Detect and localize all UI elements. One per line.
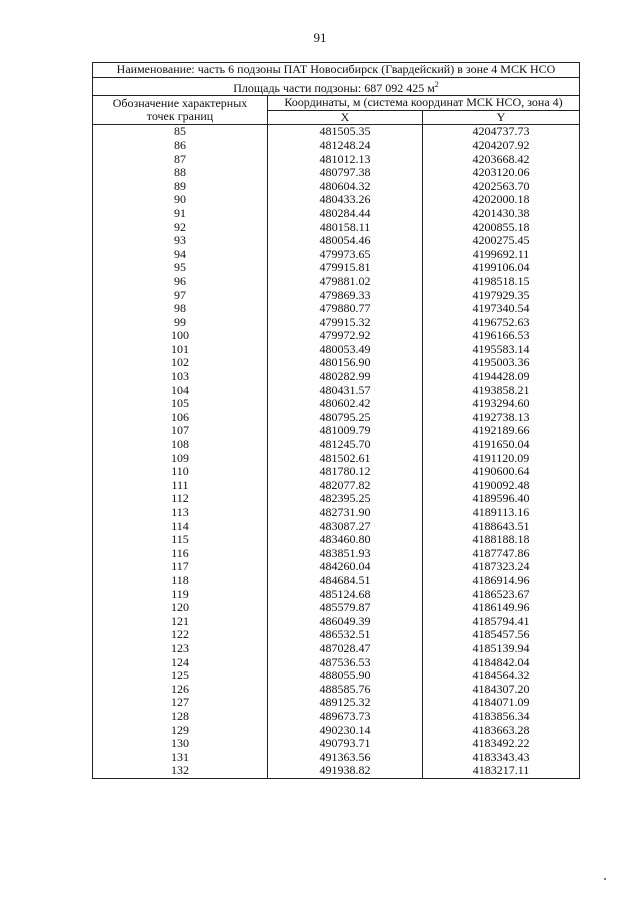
- y-coordinate-cell: 4183217.11: [423, 764, 580, 778]
- point-number-cell: 102: [93, 356, 268, 370]
- area-text: Площадь части подзоны: 687 092 425 м: [233, 80, 435, 95]
- y-coordinate-cell: 4186149.96: [423, 601, 580, 615]
- table-row: [93, 193, 580, 207]
- point-number-cell: 103: [93, 370, 268, 384]
- table-row: [93, 724, 580, 738]
- table-row: [93, 316, 580, 330]
- table-row: [93, 397, 580, 411]
- x-coordinate-cell: 482731.90: [268, 506, 423, 520]
- y-coordinate-cell: 4203120.06: [423, 166, 580, 180]
- point-number-cell: 123: [93, 642, 268, 656]
- table-row: [93, 356, 580, 370]
- y-coordinate-cell: 4190092.48: [423, 479, 580, 493]
- point-number-cell: 109: [93, 452, 268, 466]
- point-number-cell: 87: [93, 153, 268, 167]
- table-row: [93, 153, 580, 167]
- table-row: [93, 207, 580, 221]
- table-name: Наименование: часть 6 подзоны ПАТ Новосибирск (Гвардейский) в зоне 4 МСК НСО: [93, 63, 580, 78]
- y-coordinate-cell: 4192189.66: [423, 424, 580, 438]
- table-row: [93, 370, 580, 384]
- y-coordinate-cell: 4185457.56: [423, 628, 580, 642]
- x-coordinate-cell: 484684.51: [268, 574, 423, 588]
- x-coordinate-cell: 481505.35: [268, 125, 423, 139]
- point-number-cell: 89: [93, 180, 268, 194]
- y-coordinate-cell: 4183492.22: [423, 737, 580, 751]
- point-number-cell: 119: [93, 588, 268, 602]
- y-coordinate-cell: 4200855.18: [423, 221, 580, 235]
- y-coordinate-cell: 4184564.32: [423, 669, 580, 683]
- x-coordinate-cell: 479972.92: [268, 329, 423, 343]
- y-header: Y: [423, 110, 580, 125]
- table-area: [93, 77, 580, 96]
- table-row: [93, 683, 580, 697]
- table-row: [93, 452, 580, 466]
- x-coordinate-cell: 483851.93: [268, 547, 423, 561]
- point-number-cell: 85: [93, 125, 268, 139]
- y-coordinate-cell: 4204207.92: [423, 139, 580, 153]
- x-coordinate-cell: 481009.79: [268, 424, 423, 438]
- y-coordinate-cell: 4191120.09: [423, 452, 580, 466]
- x-coordinate-cell: 481502.61: [268, 452, 423, 466]
- table-row: [93, 560, 580, 574]
- y-coordinate-cell: 4202563.70: [423, 180, 580, 194]
- point-number-cell: 131: [93, 751, 268, 765]
- points-header-line-2: точек границ: [146, 109, 214, 124]
- table-row: [93, 221, 580, 235]
- table-row: [93, 329, 580, 343]
- point-number-cell: 113: [93, 506, 268, 520]
- point-number-cell: 118: [93, 574, 268, 588]
- y-coordinate-cell: 4189596.40: [423, 492, 580, 506]
- y-coordinate-cell: 4203668.42: [423, 153, 580, 167]
- table-row: [93, 479, 580, 493]
- x-coordinate-cell: 479881.02: [268, 275, 423, 289]
- x-coordinate-cell: 490230.14: [268, 724, 423, 738]
- y-coordinate-cell: 4202000.18: [423, 193, 580, 207]
- points-column-header: [93, 96, 268, 125]
- point-number-cell: 104: [93, 384, 268, 398]
- table-row: [93, 669, 580, 683]
- table-row: [93, 751, 580, 765]
- x-coordinate-cell: 488585.76: [268, 683, 423, 697]
- y-coordinate-cell: 4189113.16: [423, 506, 580, 520]
- table-row: [93, 275, 580, 289]
- table-row: [93, 737, 580, 751]
- point-number-cell: 128: [93, 710, 268, 724]
- table-row: [93, 533, 580, 547]
- table-row: [93, 764, 580, 778]
- point-number-cell: 96: [93, 275, 268, 289]
- x-coordinate-cell: 487028.47: [268, 642, 423, 656]
- x-coordinate-cell: 491363.56: [268, 751, 423, 765]
- x-coordinate-cell: 479915.32: [268, 316, 423, 330]
- x-coordinate-cell: 480282.99: [268, 370, 423, 384]
- y-coordinate-cell: 4200275.45: [423, 234, 580, 248]
- table-row: [93, 384, 580, 398]
- x-header: X: [268, 110, 423, 125]
- point-number-cell: 98: [93, 302, 268, 316]
- y-coordinate-cell: 4195583.14: [423, 343, 580, 357]
- y-coordinate-cell: 4196166.53: [423, 329, 580, 343]
- y-coordinate-cell: 4193294.60: [423, 397, 580, 411]
- x-coordinate-cell: 480604.32: [268, 180, 423, 194]
- point-number-cell: 108: [93, 438, 268, 452]
- x-coordinate-cell: 488055.90: [268, 669, 423, 683]
- x-coordinate-cell: 479880.77: [268, 302, 423, 316]
- point-number-cell: 120: [93, 601, 268, 615]
- table-row: [93, 601, 580, 615]
- x-coordinate-cell: 485579.87: [268, 601, 423, 615]
- x-coordinate-cell: 481245.70: [268, 438, 423, 452]
- point-number-cell: 106: [93, 411, 268, 425]
- y-coordinate-cell: 4195003.36: [423, 356, 580, 370]
- point-number-cell: 86: [93, 139, 268, 153]
- table-name-row: [93, 63, 580, 78]
- table-row: [93, 343, 580, 357]
- point-number-cell: 97: [93, 289, 268, 303]
- point-number-cell: 125: [93, 669, 268, 683]
- y-coordinate-cell: 4187323.24: [423, 560, 580, 574]
- y-coordinate-cell: 4199106.04: [423, 261, 580, 275]
- x-coordinate-cell: 480284.44: [268, 207, 423, 221]
- table-row: [93, 588, 580, 602]
- table-area-row: [93, 77, 580, 96]
- y-coordinate-cell: 4196752.63: [423, 316, 580, 330]
- coordinates-table: [92, 62, 580, 779]
- table-row: [93, 492, 580, 506]
- table-row: [93, 465, 580, 479]
- point-number-cell: 115: [93, 533, 268, 547]
- table-row: [93, 166, 580, 180]
- x-coordinate-cell: 489673.73: [268, 710, 423, 724]
- x-coordinate-cell: 480158.11: [268, 221, 423, 235]
- point-number-cell: 122: [93, 628, 268, 642]
- x-coordinate-cell: 482395.25: [268, 492, 423, 506]
- x-coordinate-cell: 480433.26: [268, 193, 423, 207]
- y-coordinate-cell: 4192738.13: [423, 411, 580, 425]
- y-coordinate-cell: 4188188.18: [423, 533, 580, 547]
- y-coordinate-cell: 4194428.09: [423, 370, 580, 384]
- x-coordinate-cell: 480053.49: [268, 343, 423, 357]
- page-number: 91: [313, 30, 327, 45]
- x-coordinate-cell: 489125.32: [268, 696, 423, 710]
- point-number-cell: 124: [93, 656, 268, 670]
- y-coordinate-cell: 4187747.86: [423, 547, 580, 561]
- y-coordinate-cell: 4185139.94: [423, 642, 580, 656]
- point-number-cell: 130: [93, 737, 268, 751]
- x-coordinate-cell: 480795.25: [268, 411, 423, 425]
- table-row: [93, 139, 580, 153]
- area-unit-superscript: 2: [434, 79, 439, 89]
- table-row: [93, 125, 580, 139]
- x-coordinate-cell: 479869.33: [268, 289, 423, 303]
- column-header-row-1: [93, 96, 580, 111]
- y-coordinate-cell: 4190600.64: [423, 465, 580, 479]
- table-row: [93, 656, 580, 670]
- y-coordinate-cell: 4186914.96: [423, 574, 580, 588]
- point-number-cell: 111: [93, 479, 268, 493]
- point-number-cell: 127: [93, 696, 268, 710]
- x-coordinate-cell: 487536.53: [268, 656, 423, 670]
- x-coordinate-cell: 490793.71: [268, 737, 423, 751]
- y-coordinate-cell: 4199692.11: [423, 248, 580, 262]
- table-row: [93, 642, 580, 656]
- table-row: [93, 696, 580, 710]
- y-coordinate-cell: 4184307.20: [423, 683, 580, 697]
- y-coordinate-cell: 4204737.73: [423, 125, 580, 139]
- point-number-cell: 88: [93, 166, 268, 180]
- x-coordinate-cell: 481780.12: [268, 465, 423, 479]
- x-coordinate-cell: 483087.27: [268, 520, 423, 534]
- x-coordinate-cell: 481248.24: [268, 139, 423, 153]
- point-number-cell: 107: [93, 424, 268, 438]
- point-number-cell: 114: [93, 520, 268, 534]
- y-coordinate-cell: 4186523.67: [423, 588, 580, 602]
- y-coordinate-cell: 4184071.09: [423, 696, 580, 710]
- point-number-cell: 110: [93, 465, 268, 479]
- scan-speck: [604, 878, 606, 880]
- x-coordinate-cell: 486049.39: [268, 615, 423, 629]
- point-number-cell: 101: [93, 343, 268, 357]
- x-coordinate-cell: 481012.13: [268, 153, 423, 167]
- y-coordinate-cell: 4193858.21: [423, 384, 580, 398]
- point-number-cell: 116: [93, 547, 268, 561]
- x-coordinate-cell: 483460.80: [268, 533, 423, 547]
- point-number-cell: 132: [93, 764, 268, 778]
- points-header-line-1: Обозначение характерных: [112, 95, 248, 110]
- point-number-cell: 112: [93, 492, 268, 506]
- y-coordinate-cell: 4185794.41: [423, 615, 580, 629]
- table-row: [93, 411, 580, 425]
- point-number-cell: 129: [93, 724, 268, 738]
- table-row: [93, 574, 580, 588]
- y-coordinate-cell: 4201430.38: [423, 207, 580, 221]
- table-row: [93, 438, 580, 452]
- point-number-cell: 121: [93, 615, 268, 629]
- table-row: [93, 506, 580, 520]
- y-coordinate-cell: 4197340.54: [423, 302, 580, 316]
- y-coordinate-cell: 4183343.43: [423, 751, 580, 765]
- table-row: [93, 520, 580, 534]
- table-row: [93, 289, 580, 303]
- point-number-cell: 99: [93, 316, 268, 330]
- x-coordinate-cell: 486532.51: [268, 628, 423, 642]
- x-coordinate-cell: 484260.04: [268, 560, 423, 574]
- y-coordinate-cell: 4197929.35: [423, 289, 580, 303]
- x-coordinate-cell: 480797.38: [268, 166, 423, 180]
- table-row: [93, 248, 580, 262]
- y-coordinate-cell: 4183856.34: [423, 710, 580, 724]
- point-number-cell: 126: [93, 683, 268, 697]
- table-row: [93, 424, 580, 438]
- point-number-cell: 94: [93, 248, 268, 262]
- x-coordinate-cell: 480054.46: [268, 234, 423, 248]
- y-coordinate-cell: 4198518.15: [423, 275, 580, 289]
- point-number-cell: 92: [93, 221, 268, 235]
- table-row: [93, 710, 580, 724]
- x-coordinate-cell: 491938.82: [268, 764, 423, 778]
- x-coordinate-cell: 480156.90: [268, 356, 423, 370]
- table-row: [93, 234, 580, 248]
- y-coordinate-cell: 4184842.04: [423, 656, 580, 670]
- x-coordinate-cell: 480602.42: [268, 397, 423, 411]
- point-number-cell: 117: [93, 560, 268, 574]
- point-number-cell: 93: [93, 234, 268, 248]
- y-coordinate-cell: 4183663.28: [423, 724, 580, 738]
- table-row: [93, 302, 580, 316]
- x-coordinate-cell: 479915.81: [268, 261, 423, 275]
- table-row: [93, 180, 580, 194]
- x-coordinate-cell: 485124.68: [268, 588, 423, 602]
- point-number-cell: 100: [93, 329, 268, 343]
- point-number-cell: 90: [93, 193, 268, 207]
- table-row: [93, 615, 580, 629]
- table-row: [93, 547, 580, 561]
- point-number-cell: 105: [93, 397, 268, 411]
- x-coordinate-cell: 479973.65: [268, 248, 423, 262]
- point-number-cell: 95: [93, 261, 268, 275]
- y-coordinate-cell: 4191650.04: [423, 438, 580, 452]
- coordinates-header: Координаты, м (система координат МСК НСО, зона 4): [268, 96, 580, 111]
- y-coordinate-cell: 4188643.51: [423, 520, 580, 534]
- table-row: [93, 628, 580, 642]
- x-coordinate-cell: 482077.82: [268, 479, 423, 493]
- x-coordinate-cell: 480431.57: [268, 384, 423, 398]
- point-number-cell: 91: [93, 207, 268, 221]
- table-row: [93, 261, 580, 275]
